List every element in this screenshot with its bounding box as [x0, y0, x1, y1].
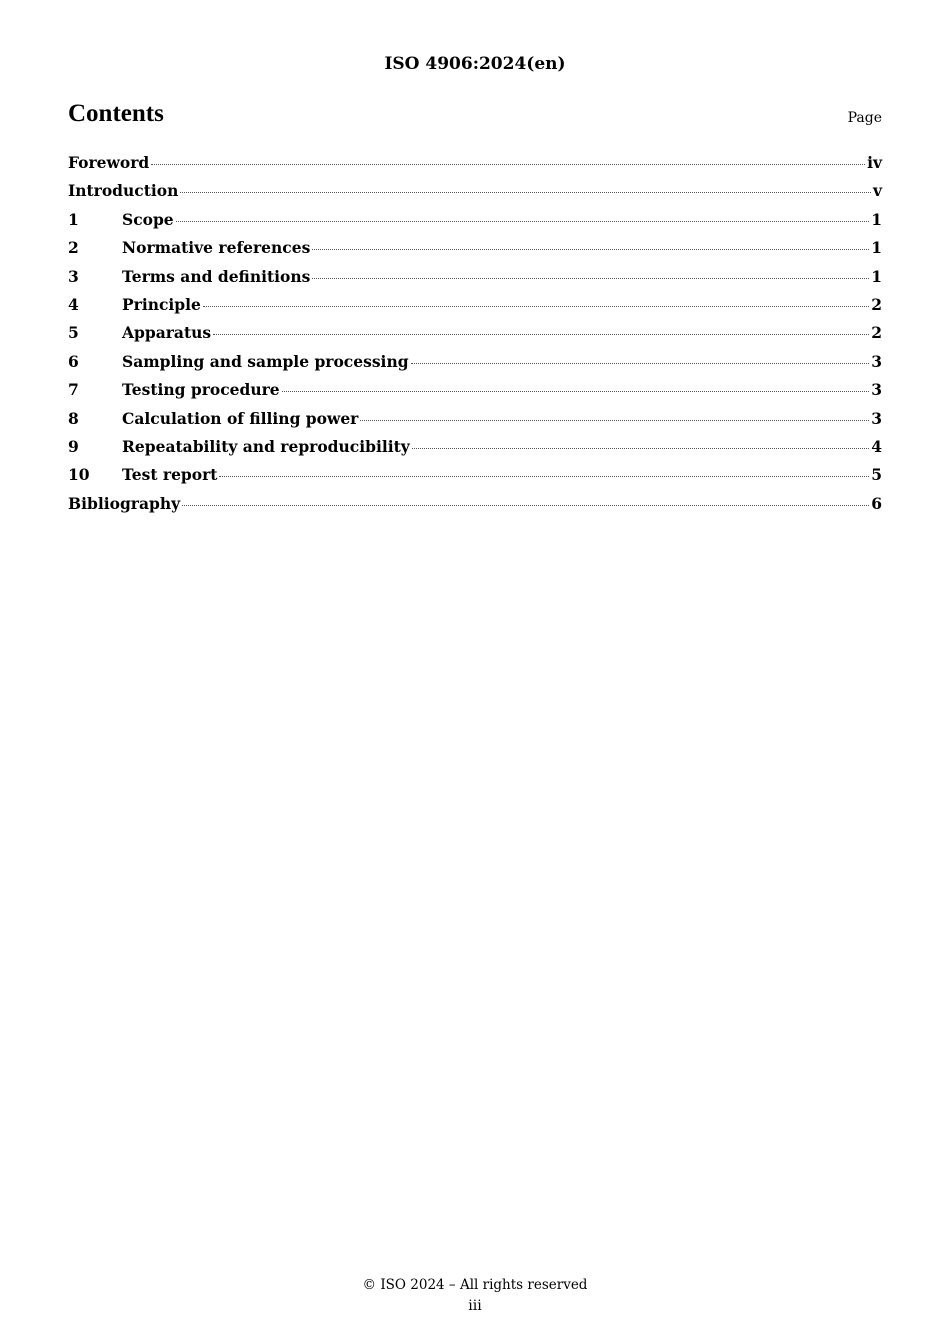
toc-entry-bibliography[interactable]: [68, 494, 882, 522]
toc-entry-title: Bibliography: [68, 493, 181, 513]
toc-entry-test-report[interactable]: [68, 465, 882, 493]
toc-entry-number: 9: [68, 436, 79, 456]
toc-entry-scope[interactable]: [68, 210, 882, 238]
toc-dot-leader: [360, 420, 869, 421]
toc-dot-leader: [312, 278, 869, 279]
footer-copyright: © ISO 2024 – All rights reserved: [362, 1277, 588, 1293]
toc-entry-page: 1: [871, 238, 882, 258]
footer-page-number: iii: [468, 1298, 482, 1314]
contents-title: Contents: [68, 100, 164, 127]
toc-entry-title: Sampling and sample processing: [122, 351, 409, 371]
toc-entry-number: 1: [68, 209, 79, 229]
toc-entry-title: Terms and definitions: [122, 266, 311, 286]
toc-entry-principle[interactable]: [68, 295, 882, 323]
toc-entry-foreword[interactable]: [68, 153, 882, 181]
toc-entry-page: 1: [871, 209, 882, 229]
toc-entry-page: 6: [871, 493, 882, 513]
toc-entry-page: 2: [871, 294, 882, 314]
toc-dot-leader: [412, 448, 869, 449]
document-header: ISO 4906:2024(en): [384, 54, 566, 74]
toc-dot-leader: [219, 476, 869, 477]
toc-entry-number: 2: [68, 238, 79, 258]
toc-entry-number: 6: [68, 351, 79, 371]
toc-entry-title: Introduction: [68, 181, 179, 201]
toc-entry-title: Repeatability and reproducibility: [122, 436, 410, 456]
toc-entry-page: v: [872, 181, 882, 201]
toc-dot-leader: [203, 306, 869, 307]
toc-entry-title: Principle: [122, 294, 201, 314]
toc-entry-number: 7: [68, 380, 79, 400]
toc-dot-leader: [213, 334, 869, 335]
toc-entry-title: Normative references: [122, 238, 311, 258]
toc-entry-apparatus[interactable]: [68, 323, 882, 351]
toc-entry-calculation[interactable]: [68, 409, 882, 437]
toc-entry-page: 5: [871, 465, 882, 485]
table-of-contents: [68, 153, 882, 522]
toc-entry-title: Scope: [122, 209, 174, 229]
toc-entry-repeatability[interactable]: [68, 437, 882, 465]
toc-entry-page: 3: [871, 408, 882, 428]
toc-entry-title: Foreword: [68, 153, 150, 172]
toc-entry-number: 4: [68, 294, 79, 314]
toc-entry-page: iv: [867, 153, 882, 172]
toc-entry-page: 3: [871, 380, 882, 400]
toc-entry-testing-procedure[interactable]: [68, 380, 882, 408]
toc-entry-number: 8: [68, 408, 79, 428]
toc-entry-number: 5: [68, 323, 79, 343]
toc-dot-leader: [151, 164, 865, 165]
toc-entry-title: Testing procedure: [122, 380, 280, 400]
toc-dot-leader: [176, 221, 870, 222]
toc-dot-leader: [312, 249, 869, 250]
toc-entry-introduction[interactable]: [68, 181, 882, 209]
toc-entry-page: 2: [871, 323, 882, 343]
toc-entry-title: Test report: [122, 465, 218, 485]
toc-dot-leader: [180, 192, 871, 193]
toc-dot-leader: [182, 505, 869, 506]
toc-dot-leader: [282, 391, 870, 392]
toc-entry-page: 3: [871, 351, 882, 371]
toc-entry-sampling[interactable]: [68, 352, 882, 380]
toc-dot-leader: [411, 363, 870, 364]
toc-entry-terms-and-definitions[interactable]: [68, 267, 882, 295]
page-column-label: Page: [847, 110, 882, 126]
toc-entry-number: 10: [68, 465, 90, 485]
toc-entry-title: Calculation of filling power: [122, 408, 359, 428]
toc-entry-page: 4: [871, 436, 882, 456]
toc-entry-number: 3: [68, 266, 79, 286]
toc-entry-page: 1: [871, 266, 882, 286]
toc-entry-title: Apparatus: [122, 323, 212, 343]
toc-entry-normative-references[interactable]: [68, 238, 882, 266]
